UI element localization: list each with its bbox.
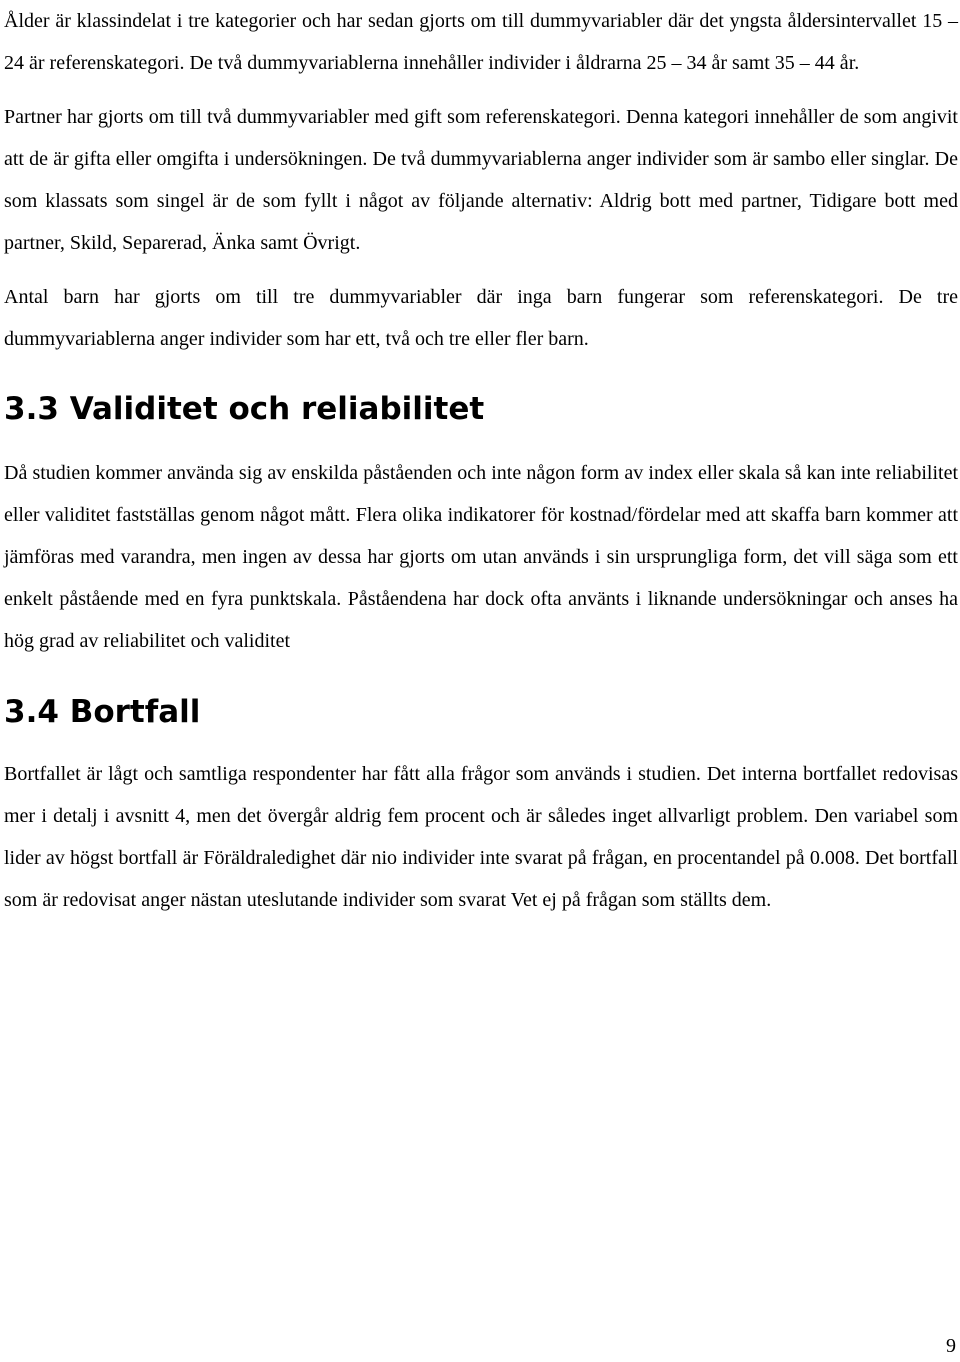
paragraph-age: Ålder är klassindelat i tre kategorier och har sedan gjorts om till dummyvariabler där det yngsta åldersintervallet 15 – 24 är referenskategori. De två dummyvariablerna innehåller individer i åldrarna 25 – 34 år samt 35 – 44 år. (4, 10, 958, 74)
page-number: 9 (946, 1335, 956, 1357)
document-page (4, 0, 958, 921)
paragraph-partner: Partner har gjorts om till två dummyvariabler med gift som referenskategori. Denna kategori innehåller de som angivit att de är gifta eller omgifta i undersökningen. De två dummyvariablerna anger individer som är sambo eller singlar. De som klassats som singel är de som fyllt i något av följande alternativ: Aldrig bott med partner, Tidigare bott med partner, Skild, Separerad, Änka samt Övrigt. (4, 106, 958, 254)
section-heading-validity: 3.3 Validitet och reliabilitet (4, 391, 485, 427)
paragraph-children: Antal barn har gjorts om till tre dummyvariabler där inga barn fungerar som referenskategori. De tre dummyvariablerna anger individer som har ett, två och tre eller fler barn. (4, 286, 958, 350)
section-heading-dropout: 3.4 Bortfall (4, 694, 201, 730)
paragraph-validity: Då studien kommer använda sig av enskilda påståenden och inte någon form av index eller skala så kan inte reliabilitet eller validitet fastställas genom något mått. Flera olika indikatorer för kostnad/fördelar med att skaffa barn kommer att jämföras med varandra, men ingen av dessa har gjorts om utan används i sin ursprungliga form, det vill säga som ett enkelt påstående med en fyra punktskala. Påståendena har dock ofta använts i liknande undersökningar och anses ha hög grad av reliabilitet och validitet (4, 462, 958, 652)
paragraph-dropout: Bortfallet är lågt och samtliga respondenter har fått alla frågor som används i studien. Det interna bortfallet redovisas mer i detalj i avsnitt 4, men det övergår aldrig fem procent och är således inget allvarligt problem. Den variabel som lider av högst bortfall är Föräldraledighet där nio individer inte svarat på frågan, en procentandel på 0.008. Det bortfall som är redovisat anger nästan uteslutande individer som svarat Vet ej på frågan som ställts dem. (4, 763, 958, 911)
